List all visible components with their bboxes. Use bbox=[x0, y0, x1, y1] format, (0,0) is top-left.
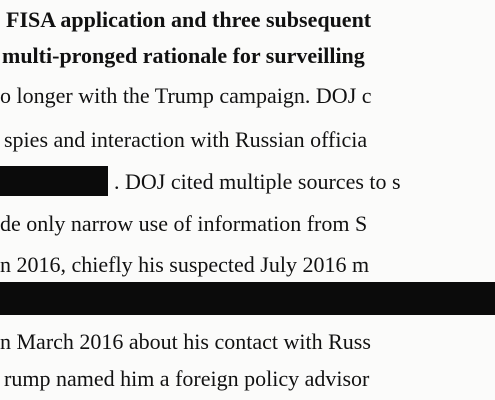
doc-line-3: o longer with the Trump campaign. DOJ c bbox=[0, 83, 372, 108]
doc-line-2: multi-pronged rationale for surveilling bbox=[2, 43, 365, 68]
doc-line-6: de only narrow use of information from S bbox=[0, 211, 368, 236]
doc-line-5: . DOJ cited multiple sources to s bbox=[114, 169, 401, 194]
redacted-block-2 bbox=[0, 282, 495, 315]
doc-line-8: n March 2016 about his contact with Russ bbox=[0, 329, 371, 354]
doc-line-4: spies and interaction with Russian officia bbox=[4, 127, 368, 152]
doc-line-7: n 2016, chiefly his suspected July 2016 m bbox=[0, 252, 370, 277]
doc-line-1: FISA application and three subsequent bbox=[6, 7, 372, 32]
doc-line-9: rump named him a foreign policy advisor bbox=[4, 366, 370, 391]
redacted-block-1 bbox=[0, 166, 108, 196]
